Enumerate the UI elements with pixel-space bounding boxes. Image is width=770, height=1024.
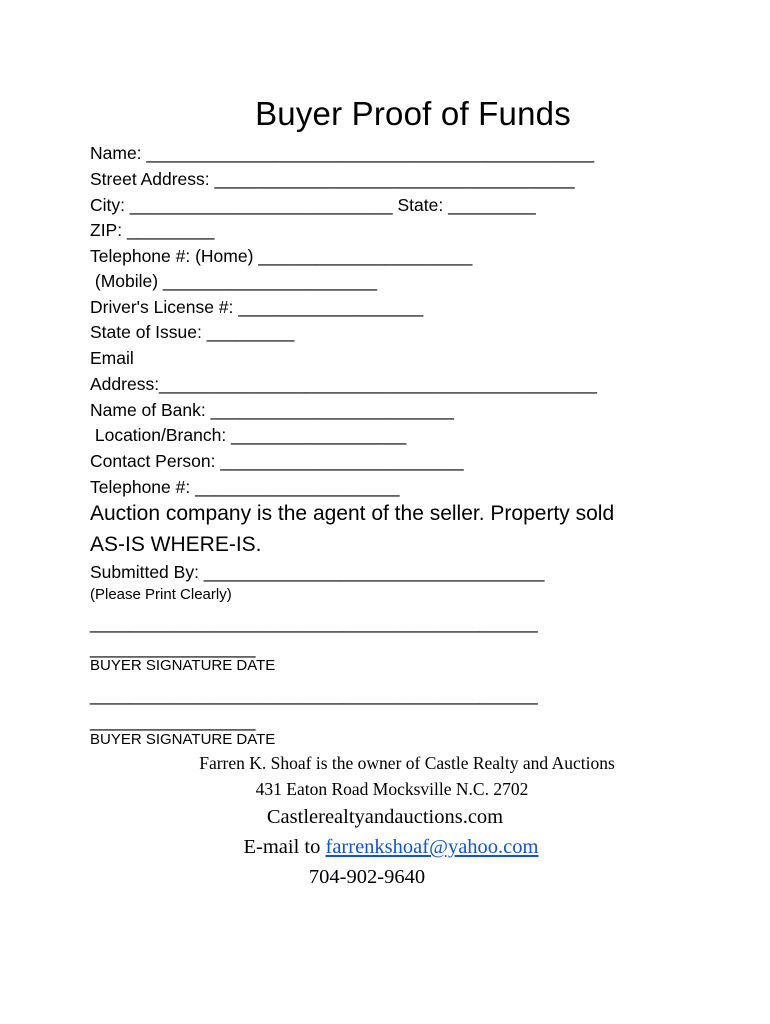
signature-date-line-1[interactable]: _________________ — [90, 638, 256, 658]
page-title: Buyer Proof of Funds — [255, 95, 571, 132]
owner-statement: Farren K. Shoaf is the owner of Castle Realty and Auctions — [199, 753, 615, 773]
street-address-field[interactable]: Street Address: _____________________________________ — [90, 169, 575, 189]
bank-name-field[interactable]: Name of Bank: _________________________ — [90, 400, 454, 420]
bank-branch-field[interactable]: Location/Branch: __________________ — [90, 425, 407, 445]
city-state-field[interactable]: City: ___________________________ State: _________ — [90, 195, 536, 215]
email-label: Email — [90, 348, 134, 368]
notice-line-1: Auction company is the agent of the seller. Property sold — [90, 502, 615, 525]
signature-caption-1: BUYER SIGNATURE DATE — [90, 657, 276, 674]
state-of-issue-field[interactable]: State of Issue: _________ — [90, 322, 295, 342]
business-address: 431 Eaton Road Mocksville N.C. 2702 — [255, 779, 529, 799]
telephone-home-field[interactable]: Telephone #: (Home) ______________________ — [90, 246, 473, 266]
print-clearly-note: (Please Print Clearly) — [90, 586, 232, 603]
signature-date-line-2[interactable]: _________________ — [90, 711, 256, 731]
zip-field[interactable]: ZIP: _________ — [90, 220, 215, 240]
phone-number: 704-902-9640 — [308, 866, 426, 888]
name-field[interactable]: Name: ______________________________________________ — [90, 143, 595, 163]
contact-person-field[interactable]: Contact Person: _________________________ — [90, 451, 464, 471]
signature-caption-2: BUYER SIGNATURE DATE — [90, 731, 276, 748]
website-text: Castlerealtyandauctions.com — [266, 806, 504, 828]
email-address-field[interactable]: Address:_____________________________________________ — [90, 374, 598, 394]
email-line — [6, 834, 770, 860]
signature-line-2[interactable]: ______________________________________________ — [90, 685, 538, 705]
notice-line-2: AS-IS WHERE-IS. — [90, 533, 262, 556]
bank-telephone-field[interactable]: Telephone #: _____________________ — [90, 477, 400, 497]
telephone-mobile-field[interactable]: (Mobile) ______________________ — [90, 271, 378, 291]
signature-line-1[interactable]: ______________________________________________ — [90, 613, 538, 633]
email-link[interactable]: farrenkshoaf@yahoo.com — [325, 836, 539, 858]
submitted-by-field[interactable]: Submitted By: ___________________________________ — [90, 562, 545, 582]
drivers-license-field[interactable]: Driver's License #: ___________________ — [90, 297, 424, 317]
email-prefix: E-mail to — [243, 836, 326, 858]
